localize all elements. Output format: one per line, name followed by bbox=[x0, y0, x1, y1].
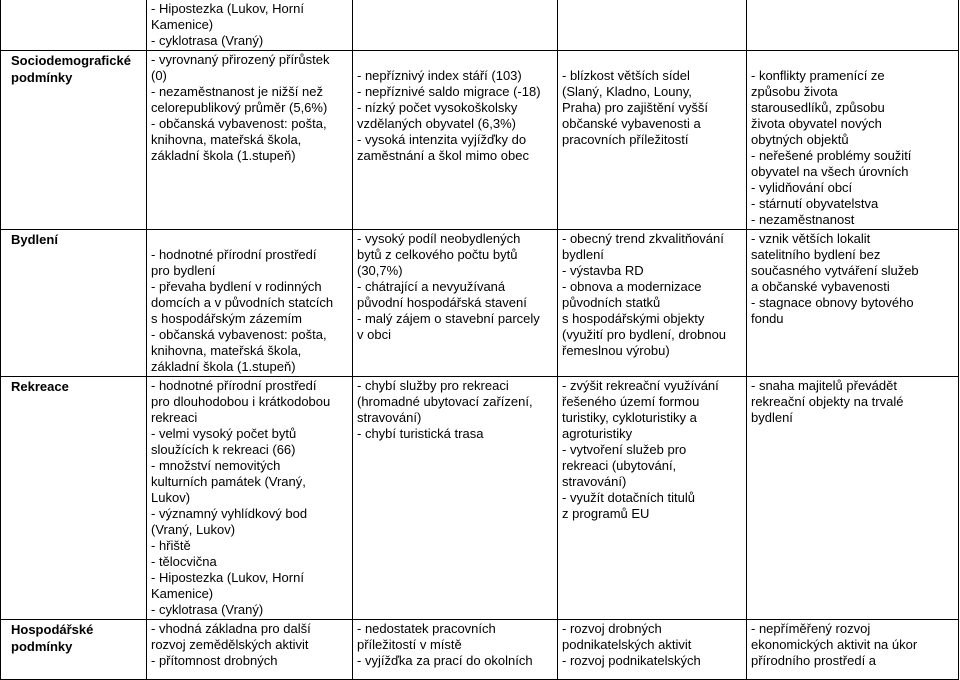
cell-text-line: - nepříměřený rozvoj bbox=[751, 621, 871, 636]
cell-text-line: příležitostí v místě bbox=[357, 637, 462, 652]
cell-text-line: - významný vyhlídkový bod bbox=[151, 506, 308, 521]
cell-text-line: stravování) bbox=[357, 410, 422, 425]
cell-text-line: - cyklotrasa (Vraný) bbox=[151, 602, 264, 617]
cell-text-line: satelitního bydlení bez bbox=[751, 247, 881, 262]
cell-text-line: původní hospodářská stavení bbox=[357, 295, 527, 310]
cell-text-line: bydlení bbox=[751, 410, 793, 425]
opportunities-cell bbox=[558, 377, 747, 620]
cell-text-line: - vylidňování obcí bbox=[751, 180, 853, 195]
cell-text-line: (hromadné ubytovací zařízení, bbox=[357, 394, 533, 409]
cell-text-line: - Hipostezka (Lukov, Horní bbox=[151, 1, 304, 16]
swot-table-body bbox=[1, 0, 959, 680]
threats-cell bbox=[747, 0, 959, 51]
cell-text-line: - nezaměstnanost bbox=[751, 212, 855, 227]
cell-text-line: - stagnace obnovy bytového bbox=[751, 295, 914, 310]
cell-text-line: - vysoká intenzita vyjížďky do bbox=[357, 132, 527, 147]
cell-text-line: (30,7%) bbox=[357, 263, 403, 278]
category-cell: Bydlení bbox=[1, 230, 147, 377]
cell-text-line: - vhodná základna pro další bbox=[151, 621, 311, 636]
cell-text-line: - vznik větších lokalit bbox=[751, 231, 871, 246]
threats-cell bbox=[747, 377, 959, 620]
spacer bbox=[751, 52, 955, 68]
opportunities-cell bbox=[558, 51, 747, 230]
table-row bbox=[1, 0, 959, 51]
cell-text-line: (využití pro bydlení, drobnou bbox=[562, 327, 727, 342]
cell-text-line: (Slaný, Kladno, Louny, bbox=[562, 84, 692, 99]
weaknesses-cell bbox=[353, 230, 558, 377]
cell-text-line: zaměstnání a škol mimo obec bbox=[357, 148, 529, 163]
cell-text-line: - malý zájem o stavební parcely bbox=[357, 311, 540, 326]
spacer bbox=[151, 231, 349, 247]
strengths-cell bbox=[147, 230, 353, 377]
cell-text-line: - vyrovnaný přirozený přírůstek bbox=[151, 52, 330, 67]
category-cell: Sociodemografické podmínky bbox=[1, 51, 147, 230]
cell-text-line: - nezaměstnanost je nižší než bbox=[151, 84, 323, 99]
cell-text-line: - vysoký podíl neobydlených bbox=[357, 231, 521, 246]
cell-text-line: - blízkost větších sídel bbox=[562, 68, 690, 83]
strengths-cell bbox=[147, 0, 353, 51]
cell-text-line: v obci bbox=[357, 327, 391, 342]
cell-text-line: s hospodářským zázemím bbox=[151, 311, 302, 326]
cell-text-line: občanské vybavenosti a bbox=[562, 116, 701, 131]
cell-text-line: základní škola (1.stupeň) bbox=[151, 148, 296, 163]
cell-text-line: - nedostatek pracovních bbox=[357, 621, 496, 636]
cell-text-line: - chybí turistická trasa bbox=[357, 426, 484, 441]
cell-text-line: Kamenice) bbox=[151, 17, 214, 32]
cell-text-line: - nepříznivé saldo migrace (-18) bbox=[357, 84, 541, 99]
cell-text-line: - občanská vybavenost: pošta, bbox=[151, 116, 327, 131]
cell-text-line: ekonomických aktivit na úkor bbox=[751, 637, 918, 652]
cell-text-line: - tělocvična bbox=[151, 554, 217, 569]
weaknesses-cell bbox=[353, 51, 558, 230]
cell-text-line: - nepříznivý index stáří (103) bbox=[357, 68, 522, 83]
cell-text-line: kulturních památek (Vraný, bbox=[151, 474, 306, 489]
cell-text-line: stravování) bbox=[562, 474, 627, 489]
cell-text-line: a občanské vybavenosti bbox=[751, 279, 890, 294]
cell-text-line: - chybí služby pro rekreaci bbox=[357, 378, 509, 393]
cell-text-line: vzdělaných obyvatel (6,3%) bbox=[357, 116, 516, 131]
cell-text-line: rekreační objekty na trvalé bbox=[751, 394, 904, 409]
category-cell bbox=[1, 0, 147, 51]
cell-text-line: - převaha bydlení v rodinných bbox=[151, 279, 322, 294]
category-cell: Rekreace bbox=[1, 377, 147, 620]
cell-text-line: celorepublikový průměr (5,6%) bbox=[151, 100, 328, 115]
cell-text-line: - rozvoj podnikatelských bbox=[562, 653, 701, 668]
cell-text-line: - neřešené problémy soužití bbox=[751, 148, 912, 163]
cell-text-line: - obnova a modernizace bbox=[562, 279, 702, 294]
table-row bbox=[1, 230, 959, 377]
weaknesses-cell bbox=[353, 620, 558, 680]
threats-cell bbox=[747, 51, 959, 230]
cell-text-line: knihovna, mateřská škola, bbox=[151, 132, 302, 147]
cell-text-line: rozvoj zemědělských aktivit bbox=[151, 637, 309, 652]
strengths-cell bbox=[147, 377, 353, 620]
cell-text-line: sloužících k rekreaci (66) bbox=[151, 442, 296, 457]
cell-text-line: - stárnutí obyvatelstva bbox=[751, 196, 879, 211]
cell-text-line: fondu bbox=[751, 311, 784, 326]
cell-text-line: (0) bbox=[151, 68, 167, 83]
cell-text-line: současného vytváření služeb bbox=[751, 263, 919, 278]
cell-text-line: způsobu života bbox=[751, 84, 838, 99]
cell-text-line: přírodního prostředí a bbox=[751, 653, 877, 668]
cell-text-line: - množství nemovitých bbox=[151, 458, 281, 473]
cell-text-line: rekreaci bbox=[151, 410, 198, 425]
cell-text-line: - hodnotné přírodní prostředí bbox=[151, 378, 317, 393]
cell-text-line: domcích a v původních statcích bbox=[151, 295, 334, 310]
cell-text-line: obytných objektů bbox=[751, 132, 849, 147]
strengths-cell bbox=[147, 620, 353, 680]
cell-text-line: - občanská vybavenost: pošta, bbox=[151, 327, 327, 342]
table-row bbox=[1, 377, 959, 620]
cell-text-line: - hřiště bbox=[151, 538, 191, 553]
cell-text-line: - přítomnost drobných bbox=[151, 653, 278, 668]
cell-text-line: Kamenice) bbox=[151, 586, 214, 601]
cell-text-line: života obyvatel nových bbox=[751, 116, 882, 131]
cell-text-line: - snaha majitelů převádět bbox=[751, 378, 897, 393]
cell-text-line: (Vraný, Lukov) bbox=[151, 522, 236, 537]
cell-text-line: - výstavba RD bbox=[562, 263, 644, 278]
cell-text-line: - vyjížďka za prací do okolních bbox=[357, 653, 533, 668]
table-row bbox=[1, 51, 959, 230]
opportunities-cell bbox=[558, 230, 747, 377]
opportunities-cell bbox=[558, 0, 747, 51]
spacer bbox=[562, 52, 743, 68]
cell-text-line: původních statků bbox=[562, 295, 661, 310]
cell-text-line: agroturistiky bbox=[562, 426, 633, 441]
cell-text-line: - velmi vysoký počet bytů bbox=[151, 426, 297, 441]
cell-text-line: - hodnotné přírodní prostředí bbox=[151, 247, 317, 262]
cell-text-line: bydlení bbox=[562, 247, 604, 262]
cell-text-line: obyvatel na všech úrovních bbox=[751, 164, 909, 179]
cell-text-line: - obecný trend zkvalitňování bbox=[562, 231, 724, 246]
cell-text-line: turistiky, cykloturistiky a bbox=[562, 410, 697, 425]
cell-text-line: starousedlíků, způsobu bbox=[751, 100, 885, 115]
cell-text-line: - konflikty pramenící ze bbox=[751, 68, 885, 83]
weaknesses-cell bbox=[353, 377, 558, 620]
cell-text-line: řešeného území formou bbox=[562, 394, 700, 409]
strengths-cell bbox=[147, 51, 353, 230]
cell-text-line: - Hipostezka (Lukov, Horní bbox=[151, 570, 304, 585]
weaknesses-cell bbox=[353, 0, 558, 51]
cell-text-line: Praha) pro zajištění vyšší bbox=[562, 100, 708, 115]
cell-text-line: pro bydlení bbox=[151, 263, 216, 278]
cell-text-line: knihovna, mateřská škola, bbox=[151, 343, 302, 358]
table-row bbox=[1, 620, 959, 680]
cell-text-line: pracovních příležitostí bbox=[562, 132, 689, 147]
cell-text-line: rekreaci (ubytování, bbox=[562, 458, 677, 473]
cell-text-line: bytů z celkového počtu bytů bbox=[357, 247, 518, 262]
cell-text-line: z programů EU bbox=[562, 506, 650, 521]
cell-text-line: - nízký počet vysokoškolsky bbox=[357, 100, 518, 115]
cell-text-line: - rozvoj drobných bbox=[562, 621, 662, 636]
cell-text-line: - zvýšit rekreační využívání bbox=[562, 378, 719, 393]
cell-text-line: podnikatelských aktivit bbox=[562, 637, 692, 652]
threats-cell bbox=[747, 230, 959, 377]
cell-text-line: řemeslnou výrobu) bbox=[562, 343, 670, 358]
cell-text-line: s hospodářskými objekty bbox=[562, 311, 705, 326]
cell-text-line: - využít dotačních titulů bbox=[562, 490, 695, 505]
cell-text-line: pro dlouhodobou i krátkodobou bbox=[151, 394, 331, 409]
opportunities-cell bbox=[558, 620, 747, 680]
cell-text-line: Lukov) bbox=[151, 490, 191, 505]
cell-text-line: základní škola (1.stupeň) bbox=[151, 359, 296, 374]
category-cell: Hospodářské podmínky bbox=[1, 620, 147, 680]
cell-text-line: - vytvoření služeb pro bbox=[562, 442, 687, 457]
threats-cell bbox=[747, 620, 959, 680]
spacer bbox=[357, 52, 554, 68]
cell-text-line: - chátrající a nevyužívaná bbox=[357, 279, 506, 294]
cell-text-line: - cyklotrasa (Vraný) bbox=[151, 33, 264, 48]
